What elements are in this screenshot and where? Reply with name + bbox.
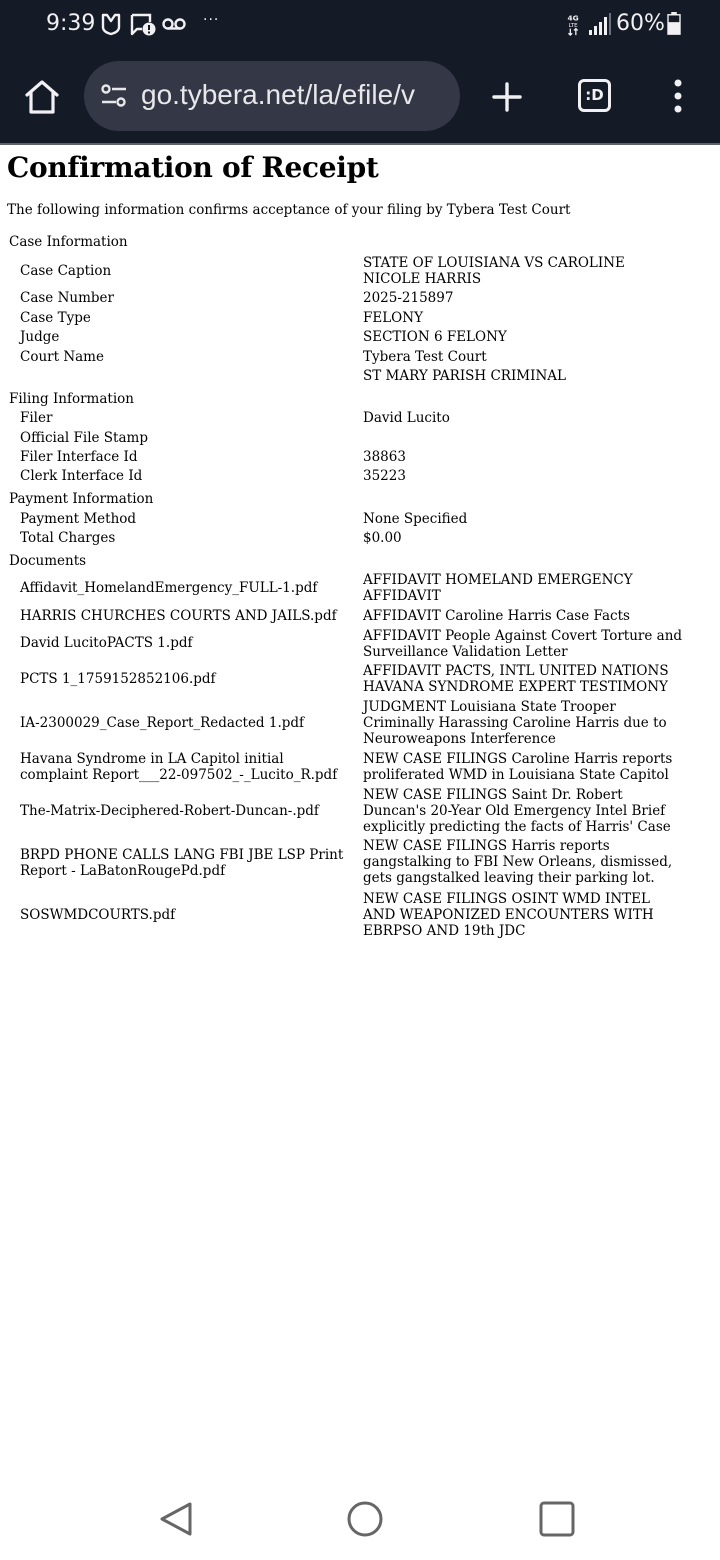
filing-information-heading: Filing Information: [9, 391, 134, 407]
total-charges-value: $0.00: [363, 530, 402, 546]
judge-value: SECTION 6 FELONY: [363, 329, 507, 345]
case-caption-value: STATE OF LOUISIANA VS CAROLINE NICOLE HARRIS: [363, 255, 625, 287]
document-description: NEW CASE FILINGS OSINT WMD INTEL AND WEAPONIZED ENCOUNTERS WITH EBRPSO AND 19th JDC: [363, 891, 654, 939]
system-nav-bar: [0, 1476, 720, 1560]
site-settings-tune-icon[interactable]: [100, 83, 128, 109]
document-file-link[interactable]: IA-2300029_Case_Report_Redacted 1.pdf: [20, 715, 305, 731]
payment-information-heading: Payment Information: [9, 491, 154, 507]
signal-strength-icon: [588, 12, 612, 36]
court-name-label: Court Name: [20, 349, 104, 365]
document-file-link[interactable]: Havana Syndrome in LA Capitol initial complaint Report___22-097502_-_Lucito_R.pdf: [20, 751, 338, 783]
shield-notification-icon: [100, 12, 122, 36]
status-time: 9:39: [46, 11, 96, 36]
battery-percentage: 60%: [616, 11, 665, 36]
feedback-icon: [129, 12, 157, 36]
case-type-value: FELONY: [363, 310, 423, 326]
url-bar[interactable]: [84, 61, 460, 131]
intro-text: The following information confirms acceptance of your filing by Tybera Test Court: [7, 202, 571, 218]
filer-interface-id-label: Filer Interface Id: [20, 449, 138, 465]
more-notifications-dots: ···: [203, 12, 220, 28]
filer-interface-id-value: 38863: [363, 449, 406, 465]
case-information-heading: Case Information: [9, 234, 128, 250]
document-file-link[interactable]: PCTS 1_1759152852106.pdf: [20, 671, 216, 687]
status-bar: [0, 0, 720, 48]
url-text[interactable]: go.tybera.net/la/efile/v: [141, 79, 415, 110]
case-caption-label: Case Caption: [20, 263, 112, 279]
document-file-link[interactable]: BRPD PHONE CALLS LANG FBI JBE LSP Print Report - LaBatonRougePd.pdf: [20, 847, 344, 879]
document-description: AFFIDAVIT PACTS, INTL UNITED NATIONS HAVANA SYNDROME EXPERT TESTIMONY: [363, 663, 669, 695]
page-title: Confirmation of Receipt: [7, 151, 379, 184]
document-description: AFFIDAVIT Caroline Harris Case Facts: [363, 608, 630, 624]
payment-method-label: Payment Method: [20, 511, 137, 527]
home-nav-icon[interactable]: [346, 1500, 384, 1538]
document-file-link[interactable]: SOSWMDCOURTS.pdf: [20, 907, 176, 923]
recents-icon[interactable]: [538, 1500, 576, 1538]
official-file-stamp-label: Official File Stamp: [20, 430, 148, 446]
voicemail-icon: [161, 12, 187, 36]
tab-switcher-icon[interactable]: [578, 79, 611, 112]
document-file-link[interactable]: Affidavit_HomelandEmergency_FULL-1.pdf: [20, 580, 318, 596]
document-file-link[interactable]: David LucitoPACTS 1.pdf: [20, 635, 193, 651]
clerk-interface-id-value: 35223: [363, 468, 406, 484]
browser-toolbar: [0, 48, 720, 145]
tab-count-label: :D: [585, 86, 604, 104]
more-icon[interactable]: [670, 78, 686, 114]
court-name-value: Tybera Test Court: [363, 349, 487, 365]
filer-value: David Lucito: [363, 410, 450, 426]
document-description: AFFIDAVIT People Against Covert Torture and Surveillance Validation Letter: [363, 628, 683, 660]
document-description: NEW CASE FILINGS Saint Dr. Robert Duncan's 20-Year Old Emergency Intel Brief explicitly predicting the facts of Harris' Case: [363, 787, 671, 835]
svg-text:4G: 4G: [567, 13, 579, 23]
battery-icon: [666, 12, 682, 36]
back-icon[interactable]: [156, 1500, 196, 1538]
case-number-label: Case Number: [20, 290, 114, 306]
clerk-interface-id-label: Clerk Interface Id: [20, 468, 143, 484]
plus-icon[interactable]: [490, 80, 524, 114]
documents-heading: Documents: [9, 553, 87, 569]
network-4g-lte-icon: [565, 12, 583, 36]
svg-text:LTE: LTE: [568, 22, 578, 29]
document-file-link[interactable]: The-Matrix-Deciphered-Robert-Duncan-.pdf: [20, 803, 319, 819]
document-description: NEW CASE FILINGS Harris reports gangstalking to FBI New Orleans, dismissed, gets gangstalked leaving their parking lot.: [363, 838, 673, 886]
document-description: JUDGMENT Louisiana State Trooper Criminally Harassing Caroline Harris due to Neuroweapons Interference: [363, 699, 667, 747]
document-description: NEW CASE FILINGS Caroline Harris reports proliferated WMD in Louisiana State Capitol: [363, 751, 673, 783]
filer-label: Filer: [20, 410, 53, 426]
payment-method-value: None Specified: [363, 511, 468, 527]
home-icon[interactable]: [22, 78, 62, 116]
case-type-label: Case Type: [20, 310, 91, 326]
case-number-value: 2025-215897: [363, 290, 454, 306]
judge-label: Judge: [20, 329, 60, 345]
court-sub-value: ST MARY PARISH CRIMINAL: [363, 368, 566, 384]
total-charges-label: Total Charges: [20, 530, 116, 546]
document-file-link[interactable]: HARRIS CHURCHES COURTS AND JAILS.pdf: [20, 608, 337, 624]
document-description: AFFIDAVIT HOMELAND EMERGENCY AFFIDAVIT: [363, 572, 633, 604]
